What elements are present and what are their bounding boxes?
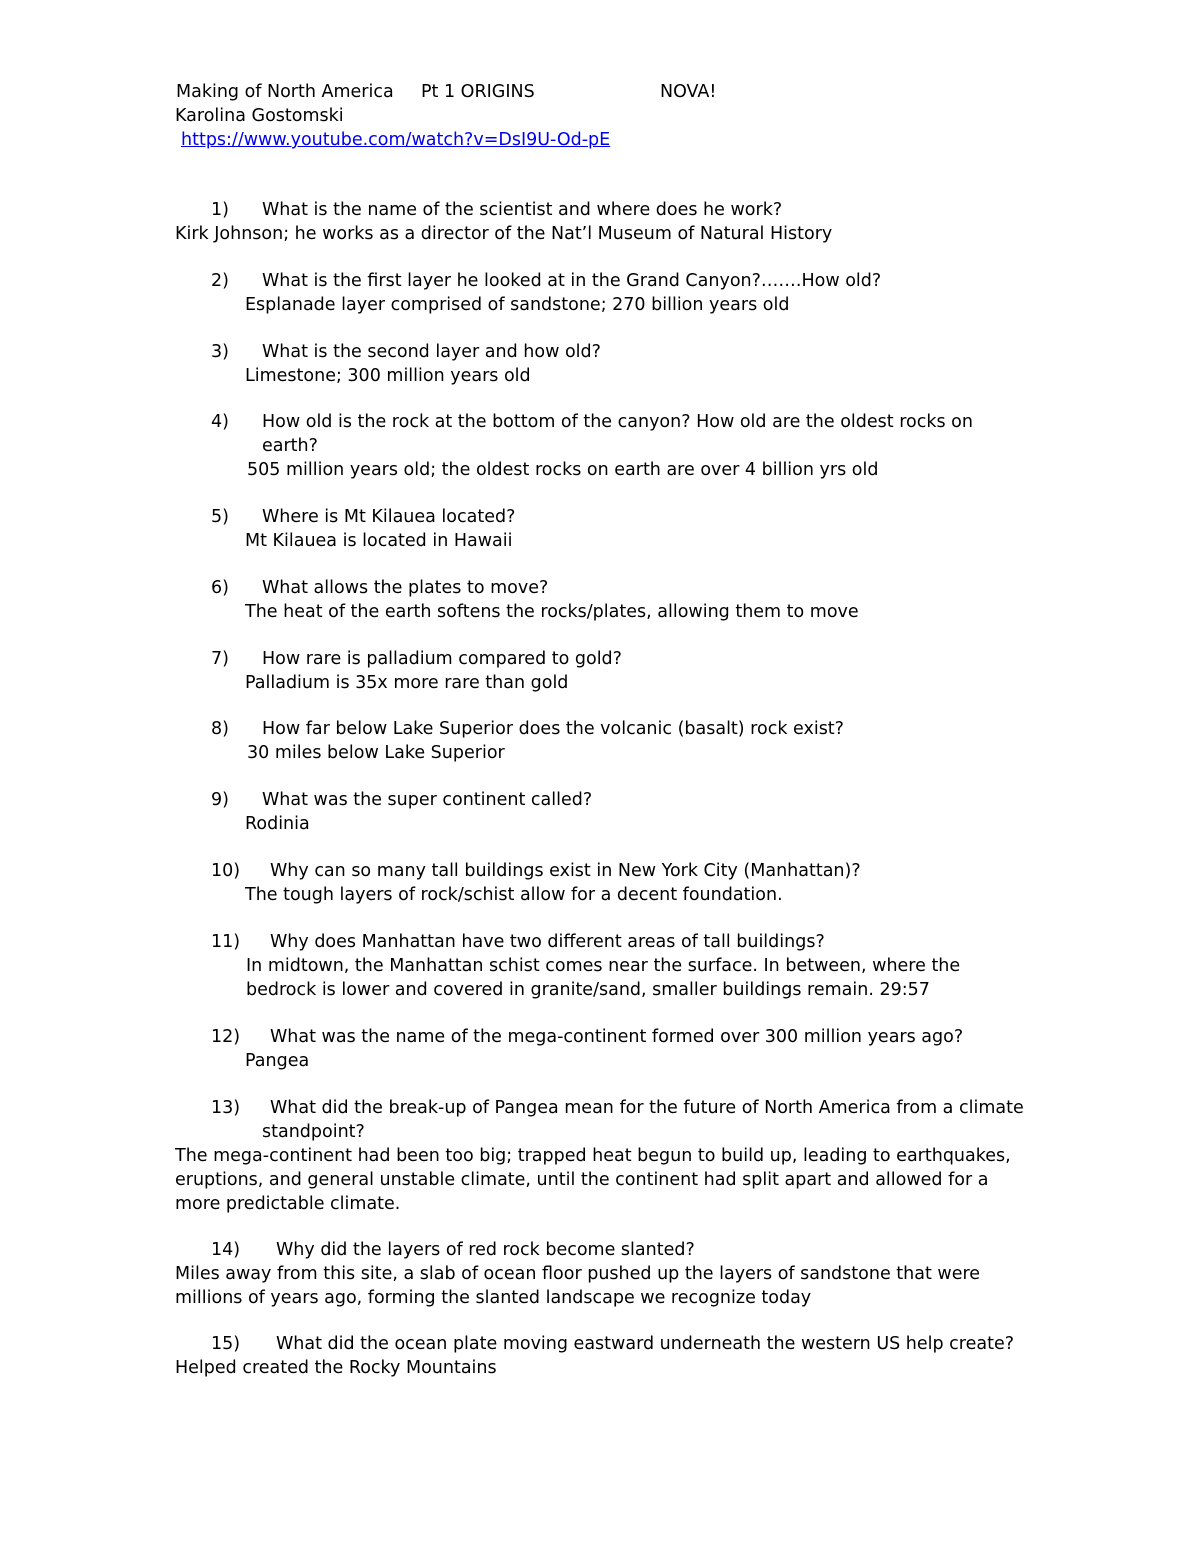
- answer-text: Kirk Johnson; he works as a director of the Nat’l Museum of Natural History: [175, 224, 833, 244]
- doc-title: Making of North America: [176, 82, 394, 102]
- doc-tag: NOVA!: [660, 82, 717, 102]
- doc-part: Pt 1 ORIGINS: [421, 82, 535, 102]
- answer-text: bedrock is lower and covered in granite/sand, smaller buildings remain. 29:57: [246, 980, 930, 1000]
- answer-text: eruptions, and general unstable climate, until the continent had split apart and allowed for a: [175, 1170, 989, 1190]
- answer-text: Limestone; 300 million years old: [245, 366, 531, 386]
- answer-text: 30 miles below Lake Superior: [247, 743, 505, 763]
- question-text: What is the second layer and how old?: [262, 342, 601, 362]
- answer-text: Esplanade layer comprised of sandstone; 270 billion years old: [245, 295, 790, 315]
- question-number: 5): [211, 507, 229, 527]
- answer-text: Palladium is 35x more rare than gold: [245, 673, 569, 693]
- question-number: 3): [211, 342, 229, 362]
- question-number: 11): [211, 932, 241, 952]
- answer-text: In midtown, the Manhattan schist comes near the surface. In between, where the: [246, 956, 961, 976]
- question-text: standpoint?: [262, 1122, 365, 1142]
- answer-text: Miles away from this site, a slab of ocean floor pushed up the layers of sandstone that were: [175, 1264, 981, 1284]
- question-number: 14): [211, 1240, 241, 1260]
- question-text: What did the ocean plate moving eastward underneath the western US help create?: [276, 1334, 1015, 1354]
- question-number: 13): [211, 1098, 241, 1118]
- question-text: What was the super continent called?: [262, 790, 593, 810]
- question-number: 8): [211, 719, 229, 739]
- answer-text: 505 million years old; the oldest rocks on earth are over 4 billion yrs old: [247, 460, 879, 480]
- answer-text: The tough layers of rock/schist allow for a decent foundation.: [245, 885, 783, 905]
- question-number: 7): [211, 649, 229, 669]
- question-text: earth?: [262, 436, 318, 456]
- question-number: 9): [211, 790, 229, 810]
- question-text: Why does Manhattan have two different areas of tall buildings?: [270, 932, 825, 952]
- question-number: 10): [211, 861, 241, 881]
- question-text: How old is the rock at the bottom of the canyon? How old are the oldest rocks on: [262, 412, 973, 432]
- question-text: What was the name of the mega-continent formed over 300 million years ago?: [270, 1027, 964, 1047]
- answer-text: Helped created the Rocky Mountains: [175, 1358, 497, 1378]
- question-text: Where is Mt Kilauea located?: [262, 507, 516, 527]
- answer-text: Mt Kilauea is located in Hawaii: [245, 531, 513, 551]
- answer-text: The mega-continent had been too big; trapped heat begun to build up, leading to earthquakes,: [175, 1146, 1011, 1166]
- question-text: What is the name of the scientist and where does he work?: [262, 200, 783, 220]
- question-number: 1): [211, 200, 229, 220]
- question-text: Why can so many tall buildings exist in New York City (Manhattan)?: [270, 861, 861, 881]
- answer-text: The heat of the earth softens the rocks/plates, allowing them to move: [245, 602, 859, 622]
- answer-text: more predictable climate.: [175, 1194, 401, 1214]
- author-name: Karolina Gostomski: [175, 106, 344, 126]
- question-text: What did the break-up of Pangea mean for the future of North America from a climate: [270, 1098, 1024, 1118]
- answer-text: Pangea: [245, 1051, 310, 1071]
- question-number: 6): [211, 578, 229, 598]
- question-text: What allows the plates to move?: [262, 578, 549, 598]
- answer-text: Rodinia: [245, 814, 310, 834]
- question-number: 4): [211, 412, 229, 432]
- question-text: What is the first layer he looked at in the Grand Canyon?…….How old?: [262, 271, 882, 291]
- video-link[interactable]: https://www.youtube.com/watch?v=DsI9U-Od-pE: [181, 130, 611, 150]
- question-text: How rare is palladium compared to gold?: [262, 649, 622, 669]
- question-text: How far below Lake Superior does the volcanic (basalt) rock exist?: [262, 719, 844, 739]
- answer-text: millions of years ago, forming the slanted landscape we recognize today: [175, 1288, 812, 1308]
- question-number: 2): [211, 271, 229, 291]
- question-number: 12): [211, 1027, 241, 1047]
- question-text: Why did the layers of red rock become slanted?: [276, 1240, 695, 1260]
- question-number: 15): [211, 1334, 241, 1354]
